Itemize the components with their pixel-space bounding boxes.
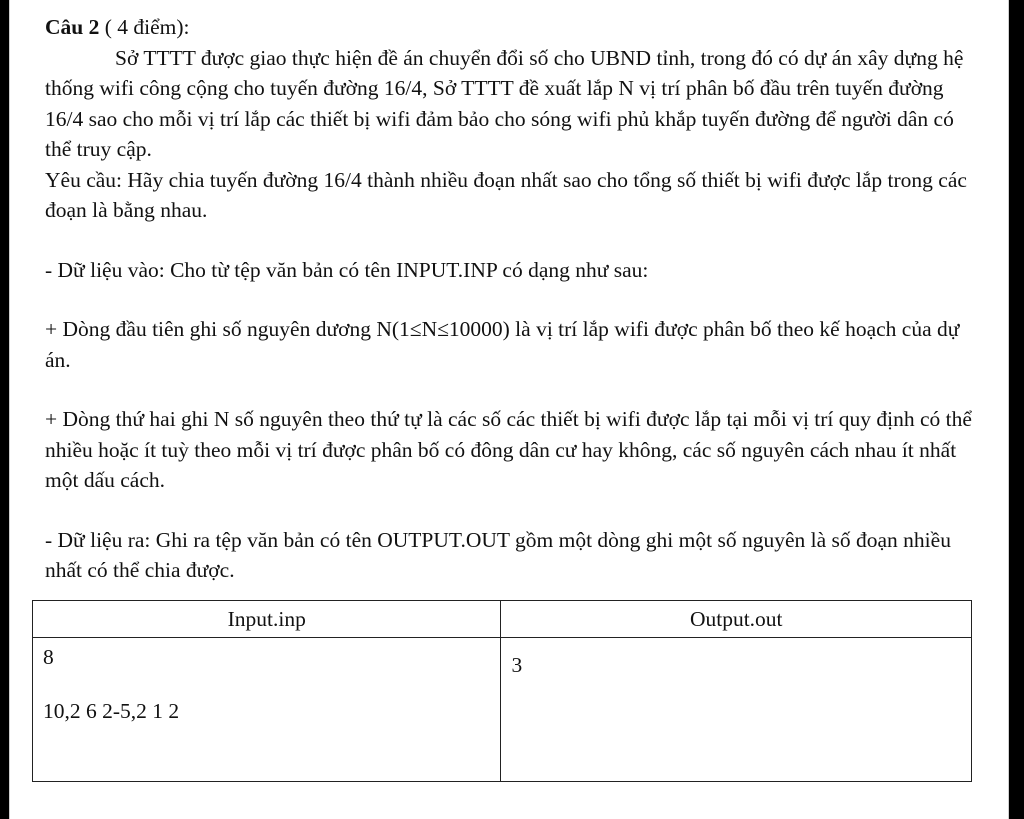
input-line2-paragraph: + Dòng thứ hai ghi N số nguyên theo thứ tự là các số các thiết bị wifi được lắp tại mỗi vị trí quy định có thể nhiều hoặc ít tuỳ theo mỗi vị trí được phân bố có đông dân cư hay không, các số nguyên cách nhau ít nhất một dấu cách.: [45, 407, 972, 492]
intro-paragraph: Sở TTTT được giao thực hiện đề án chuyển đổi số cho UBND tỉnh, trong đó có dự án xây dựng hệ thống wifi công cộng cho tuyến đường 16/4, Sở TTTT đề xuất lắp N vị trí phân bố đầu trên tuyến đường 16/4 sao cho mỗi vị trí lắp các thiết bị wifi đảm bảo cho sóng wifi phủ khắp tuyến đường để người dân có thể truy cập.: [45, 45, 964, 161]
document-page: [9, 0, 1009, 819]
output-example-line-1: 3: [511, 653, 523, 677]
input-example-line-2: 10,2 6 2-5,2 1 2: [43, 699, 180, 723]
input-intro-paragraph: - Dữ liệu vào: Cho từ tệp văn bản có tên INPUT.INP có dạng như sau:: [45, 257, 649, 282]
question-score: ( 4 điểm):: [104, 15, 190, 39]
input-column-header: Input.inp: [33, 601, 501, 638]
example-table: [32, 600, 972, 782]
output-example-cell: [501, 638, 972, 782]
example-table-header-row: [33, 601, 972, 638]
requirement-paragraph: Yêu cầu: Hãy chia tuyến đường 16/4 thành nhiều đoạn nhất sao cho tổng số thiết bị wifi được lắp trong các đoạn là bằng nhau.: [45, 167, 967, 222]
problem-statement: [45, 12, 975, 586]
input-example-cell: [33, 638, 501, 782]
output-column-header: Output.out: [501, 601, 972, 638]
input-example-line-1: 8: [43, 645, 54, 669]
input-line1-paragraph: + Dòng đầu tiên ghi số nguyên dương N(1≤N≤10000) là vị trí lắp wifi được phân bố theo kế hoạch của dự án.: [45, 317, 960, 372]
question-heading: [45, 12, 975, 43]
output-paragraph: - Dữ liệu ra: Ghi ra tệp văn bản có tên OUTPUT.OUT gồm một dòng ghi một số nguyên là số đoạn nhiều nhất có thể chia được.: [45, 527, 951, 582]
example-table-row: [33, 638, 972, 782]
question-label: Câu 2: [45, 15, 100, 39]
